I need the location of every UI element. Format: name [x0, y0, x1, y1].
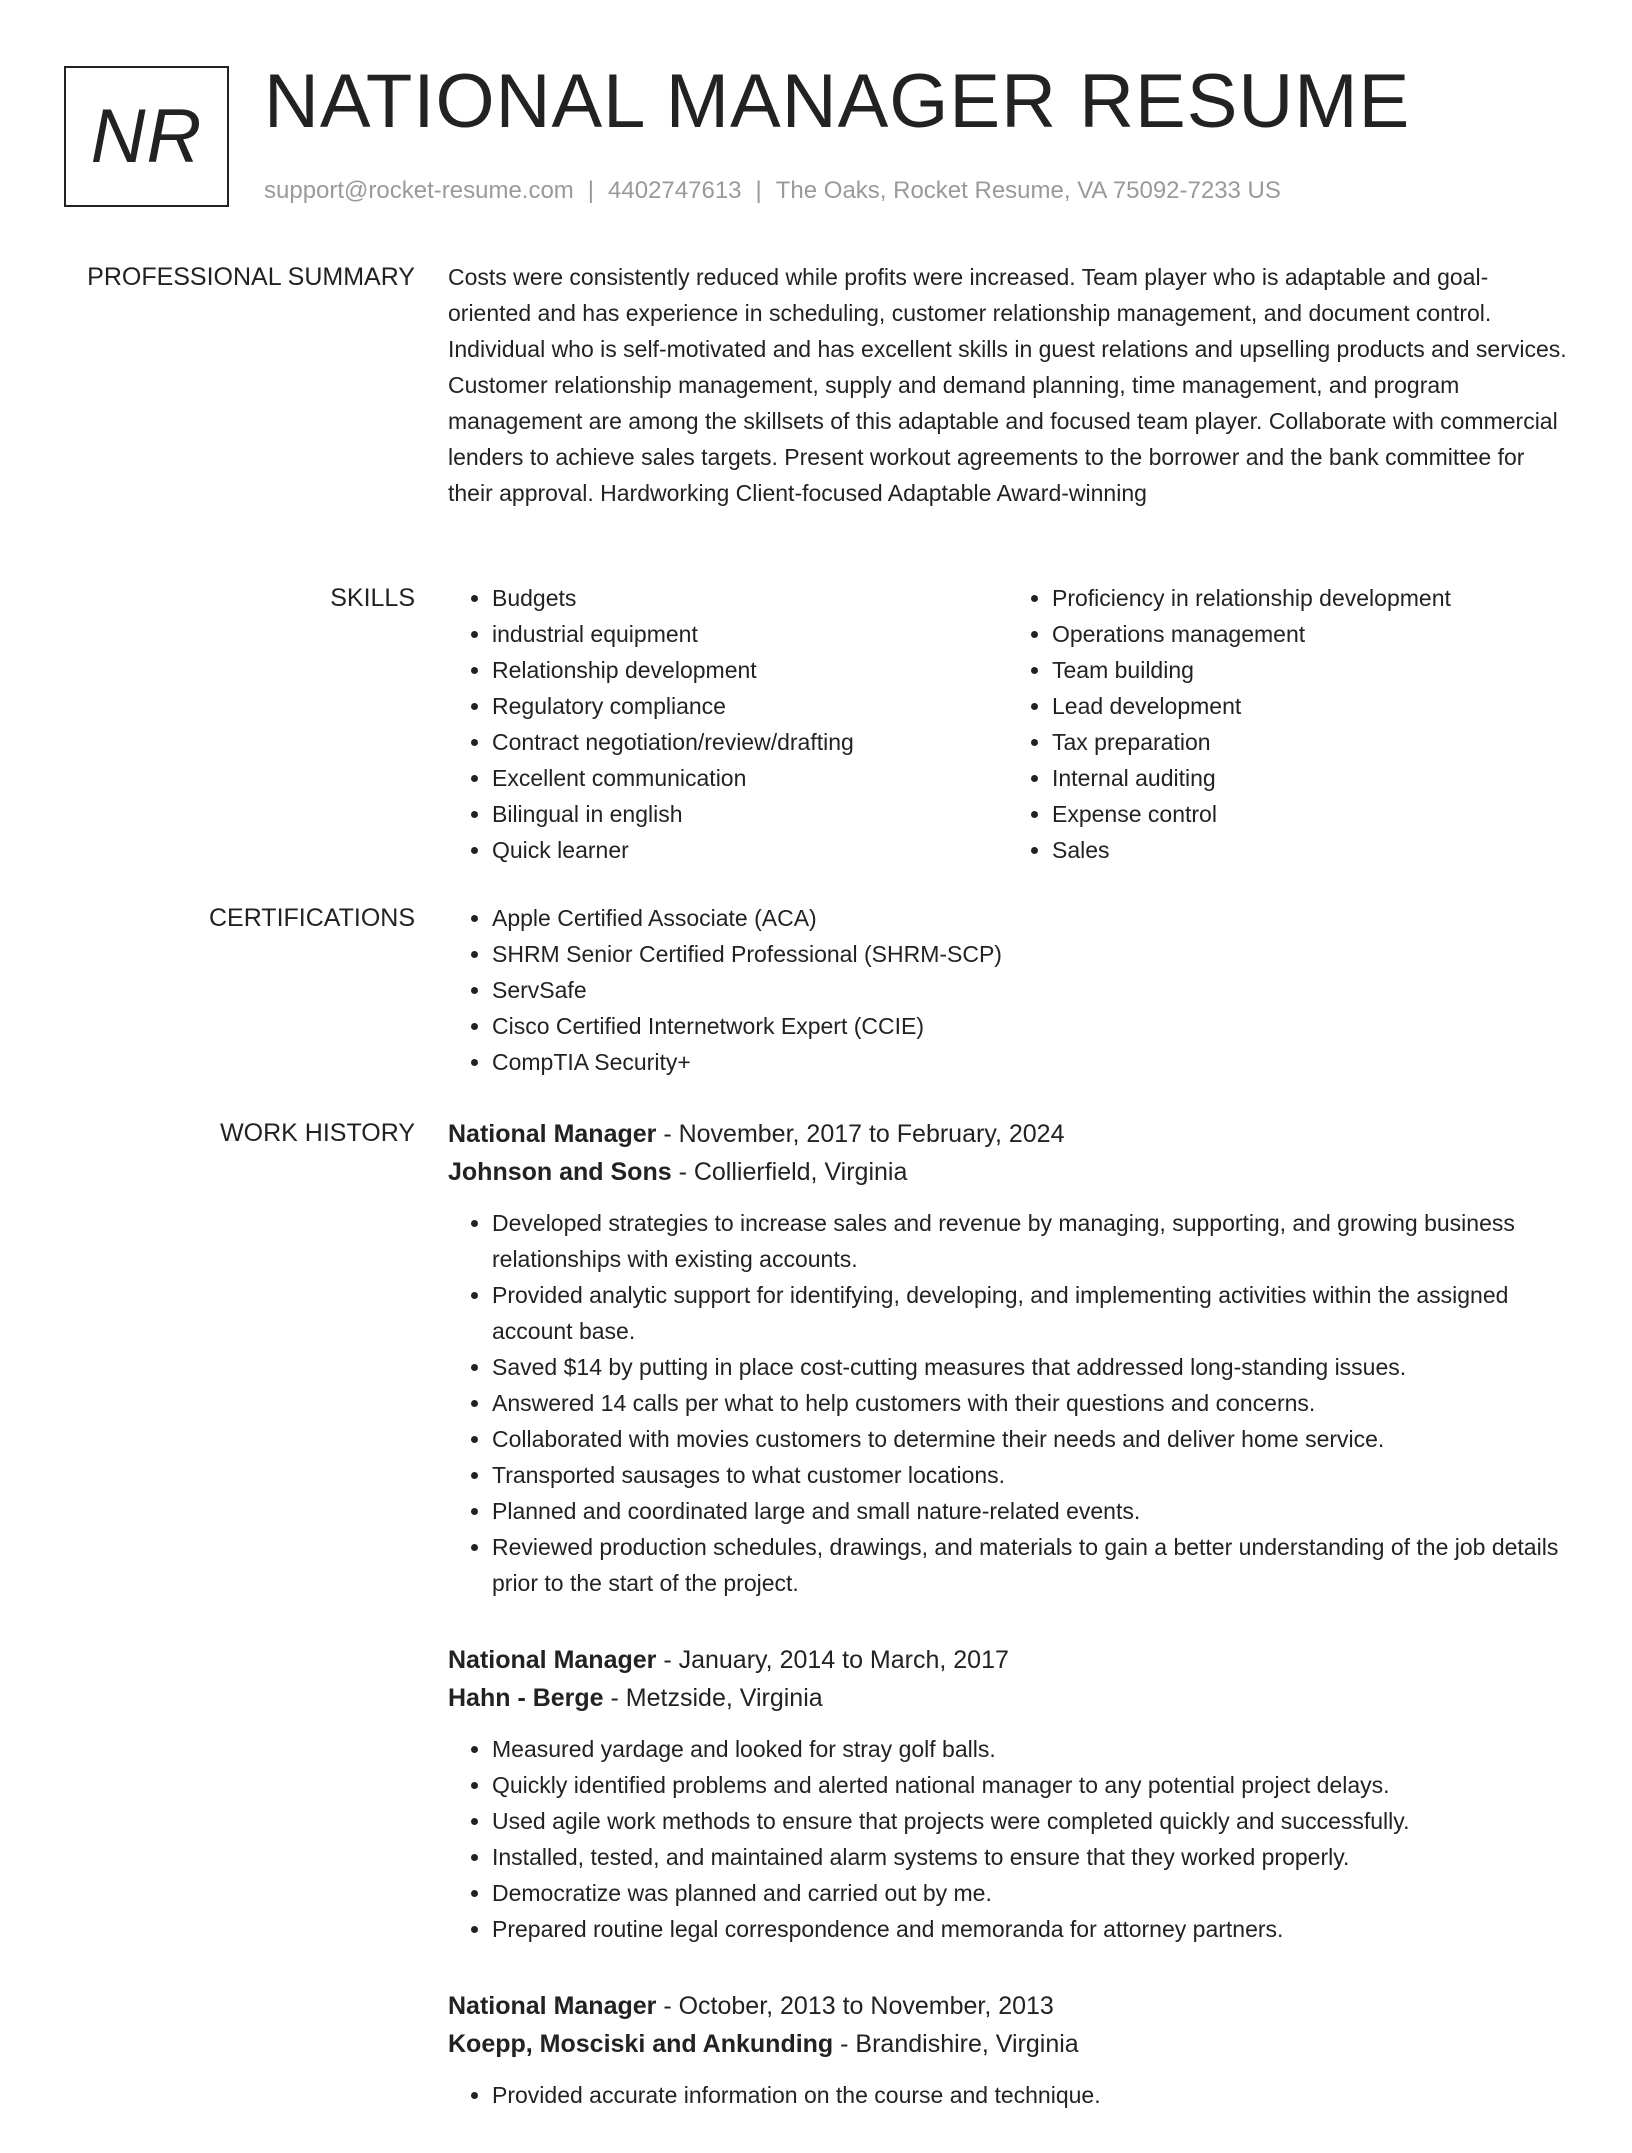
job-location: - Collierfield, Virginia — [671, 1158, 908, 1186]
job-bullet: • Provided accurate information on the course and technique. — [492, 2077, 1568, 2113]
certification-item: • Cisco Certified Internetwork Expert (CCIE) — [492, 1008, 1568, 1044]
resume-name: NATIONAL MANAGER RESUME — [264, 59, 1411, 144]
job-title: National Manager — [448, 1646, 657, 1674]
job-dates: - January, 2014 to March, 2017 — [656, 1646, 1009, 1674]
job-bullet: • Developed strategies to increase sales and revenue by managing, supporting, and growing business relationships with existing accounts. — [492, 1205, 1568, 1277]
skills-label: SKILLS — [330, 584, 415, 612]
job-bullet: • Quickly identified problems and alerted national manager to any potential project delays. — [492, 1767, 1568, 1803]
job-bullets — [448, 1205, 1568, 1601]
certification-item: • ServSafe — [492, 972, 1568, 1008]
job-bullet: • Prepared routine legal correspondence and memoranda for attorney partners. — [492, 1911, 1568, 1947]
contact-phone: 4402747613 — [608, 177, 742, 204]
certification-item: • SHRM Senior Certified Professional (SHRM-SCP) — [492, 936, 1568, 972]
job-company-line — [448, 1153, 1568, 1191]
job-bullet: • Used agile work methods to ensure that projects were completed quickly and successfully. — [492, 1803, 1568, 1839]
job-bullet: • Answered 14 calls per what to help customers with their questions and concerns. — [492, 1385, 1568, 1421]
certifications-list — [448, 900, 1568, 1080]
job-title-line — [448, 1641, 1568, 1679]
certifications-label: CERTIFICATIONS — [208, 904, 415, 932]
job-bullet: • Provided analytic support for identifying, developing, and implementing activities within the assigned account base. — [492, 1277, 1568, 1349]
skill-item: • Regulatory compliance — [492, 688, 1008, 724]
job-title: National Manager — [448, 1120, 657, 1148]
job-company: Koepp, Mosciski and Ankunding — [448, 2030, 834, 2058]
skill-item: • Tax preparation — [1052, 724, 1568, 760]
summary-body — [448, 259, 1568, 511]
contact-email: support@rocket-resume.com — [264, 177, 574, 204]
skill-item: • Quick learner — [492, 832, 1008, 868]
contact-separator: | — [755, 177, 762, 204]
skill-item: • Operations management — [1052, 616, 1568, 652]
job-location: - Brandishire, Virginia — [833, 2030, 1079, 2058]
skill-item: • Proficiency in relationship development — [1052, 580, 1568, 616]
work-history-body — [448, 1115, 1568, 2153]
job-title-line — [448, 1115, 1568, 1153]
skill-item: • Contract negotiation/review/drafting — [492, 724, 1008, 760]
job-title: National Manager — [448, 1992, 657, 2020]
job-title-line — [448, 1987, 1568, 2025]
contact-line — [264, 176, 1281, 206]
job-entry — [448, 1641, 1568, 1947]
skill-item: • industrial equipment — [492, 616, 1008, 652]
skill-item: • Sales — [1052, 832, 1568, 868]
job-dates: - October, 2013 to November, 2013 — [656, 1992, 1054, 2020]
skills-body — [448, 580, 1568, 868]
job-bullet: • Transported sausages to what customer locations. — [492, 1457, 1568, 1493]
skill-item: • Excellent communication — [492, 760, 1008, 796]
summary-label: PROFESSIONAL SUMMARY — [87, 263, 415, 291]
job-bullet: • Democratize was planned and carried out by me. — [492, 1875, 1568, 1911]
work-history-label: WORK HISTORY — [220, 1119, 415, 1147]
job-bullet: • Saved $14 by putting in place cost-cutting measures that addressed long-standing issues. — [492, 1349, 1568, 1385]
skill-item: • Relationship development — [492, 652, 1008, 688]
summary-text: Costs were consistently reduced while profits were increased. Team player who is adaptable and goal-oriented and has experience in scheduling, customer relationship management, and document control. Individual who is self-motivated and has excellent skills in guest relations and upselling products and services. Customer relationship management, supply and demand planning, time management, and program management are among the skillsets of this adaptable and focused team player. Collaborate with commercial lenders to achieve sales targets. Present workout agreements to the borrower and the bank committee for their approval. Hardworking Client-focused Adaptable Award-winning — [448, 264, 1567, 506]
job-dates: - November, 2017 to February, 2024 — [656, 1120, 1065, 1148]
skill-item: • Internal auditing — [1052, 760, 1568, 796]
monogram-box — [64, 66, 229, 207]
skill-item: • Bilingual in english — [492, 796, 1008, 832]
job-bullets — [448, 2077, 1568, 2113]
job-location: - Metzside, Virginia — [603, 1684, 823, 1712]
job-bullet: • Collaborated with movies customers to determine their needs and deliver home service. — [492, 1421, 1568, 1457]
job-bullet: • Reviewed production schedules, drawings, and materials to gain a better understanding of the job details prior to the start of the project. — [492, 1529, 1568, 1601]
certification-item: • CompTIA Security+ — [492, 1044, 1568, 1080]
skill-item: • Expense control — [1052, 796, 1568, 832]
job-company-line — [448, 1679, 1568, 1717]
job-entry — [448, 1115, 1568, 1601]
contact-address: The Oaks, Rocket Resume, VA 75092-7233 US — [775, 177, 1281, 204]
job-entry — [448, 1987, 1568, 2113]
job-company: Johnson and Sons — [448, 1158, 672, 1186]
job-bullet: • Measured yardage and looked for stray golf balls. — [492, 1731, 1568, 1767]
monogram-initials: NR — [90, 94, 203, 179]
skill-item: • Budgets — [492, 580, 1008, 616]
job-bullet: • Planned and coordinated large and small nature-related events. — [492, 1493, 1568, 1529]
job-bullets — [448, 1731, 1568, 1947]
job-company-line — [448, 2025, 1568, 2063]
skill-item: • Team building — [1052, 652, 1568, 688]
contact-separator: | — [587, 177, 595, 204]
certification-item: • Apple Certified Associate (ACA) — [492, 900, 1568, 936]
skills-list-left — [448, 580, 1008, 868]
skills-list-right — [1008, 580, 1568, 868]
skill-item: • Lead development — [1052, 688, 1568, 724]
certifications-body — [448, 900, 1568, 1080]
job-bullet: • Installed, tested, and maintained alarm systems to ensure that they worked properly. — [492, 1839, 1568, 1875]
job-company: Hahn - Berge — [448, 1684, 604, 1712]
